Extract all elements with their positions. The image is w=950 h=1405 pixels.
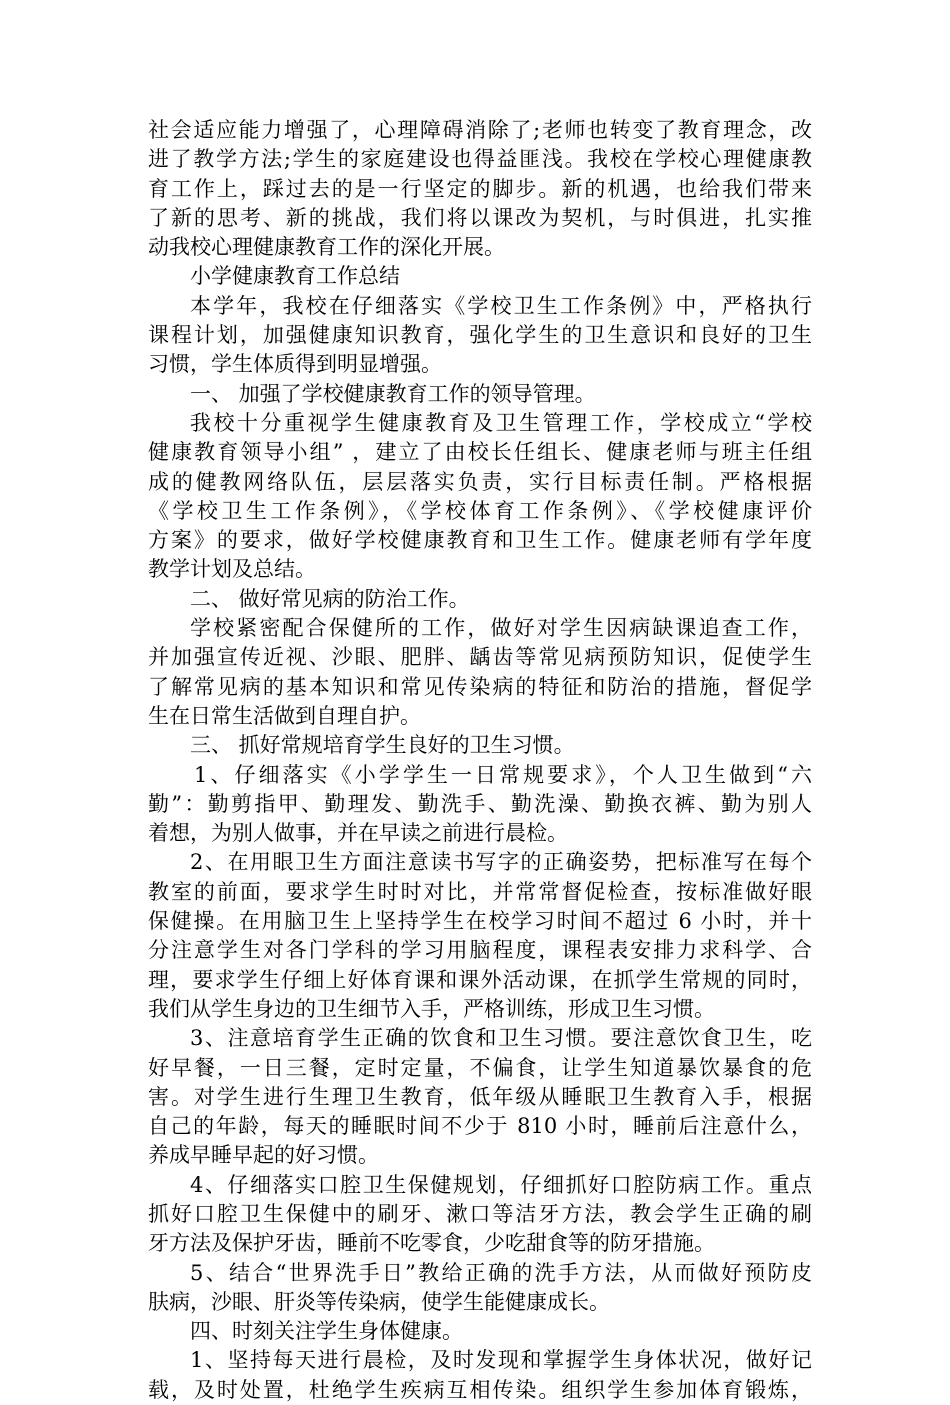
text-line: 本学年，我校在仔细落实《学校卫生工作条例》中，严格执行 <box>190 293 812 318</box>
section-heading: 二、 做好常见病的防治工作。 <box>190 586 470 611</box>
section-heading: 一、 加强了学校健康教育工作的领导管理。 <box>190 381 596 406</box>
text-line: 抓好口腔卫生保健中的刷牙、漱口等洁牙方法，教会学生正确的刷 <box>148 1201 812 1226</box>
text-line: 习惯，学生体质得到明显增强。 <box>148 352 442 377</box>
text-line: 4、仔细落实口腔卫生保健规划，仔细抓好口腔防病工作。重点 <box>190 1172 812 1197</box>
text-line: 进了教学方法;学生的家庭建设也得益匪浅。我校在学校心理健康教 <box>148 147 812 172</box>
text-line: 我们从学生身边的卫生细节入手，严格训练，形成卫生习惯。 <box>148 996 715 1021</box>
text-line: 3、注意培育学生正确的饮食和卫生习惯。要注意饮食卫生，吃 <box>190 1026 812 1051</box>
text-line: 牙方法及保护牙齿，睡前不吃零食，少吃甜食等的防牙措施。 <box>148 1231 715 1256</box>
text-line: 并加强宣传近视、沙眼、肥胖、龋齿等常见病预防知识，促使学生 <box>148 645 812 670</box>
text-line: 生在日常生活做到自理自护。 <box>148 703 421 728</box>
text-line: 5、结合“世界洗手日”教给正确的洗手方法，从而做好预防皮 <box>190 1260 812 1285</box>
text-line: 2、在用眼卫生方面注意读书写字的正确姿势，把标准写在每个 <box>190 850 812 875</box>
text-line: 社会适应能力增强了，心理障碍消除了;老师也转变了教育理念，改 <box>148 118 812 142</box>
text-line: 我校十分重视学生健康教育及卫生管理工作，学校成立“学校 <box>190 410 812 435</box>
text-line: 了解常见病的基本知识和常见传染病的特征和防治的措施，督促学 <box>148 674 812 699</box>
text-line: 理，要求学生仔细上好体育课和课外活动课，在抓学生常规的同时， <box>148 967 812 992</box>
text-line: 养成早睡早起的好习惯。 <box>148 1143 379 1168</box>
text-line: 害。对学生进行生理卫生教育，低年级从睡眠卫生教育入手，根据 <box>148 1084 812 1109</box>
text-line: 成的健教网络队伍，层层落实负责，实行目标责任制。严格根据 <box>148 469 812 494</box>
text-line: 载，及时处置，杜绝学生疾病互相传染。组织学生参加体育锻炼， <box>148 1377 812 1402</box>
text-line: 课程计划，加强健康知识教育，强化学生的卫生意识和良好的卫生 <box>148 323 812 348</box>
text-line: 《学校卫生工作条例》，《学校体育工作条例》、《学校健康评价 <box>148 498 812 523</box>
text-line: 好早餐，一日三餐，定时定量，不偏食，让学生知道暴饮暴食的危 <box>148 1055 812 1080</box>
text-line: 了新的思考、新的挑战，我们将以课改为契机，与时俱进，扎实推 <box>148 205 812 230</box>
text-line: 分注意学生对各门学科的学习用脑程度，课程表安排力求科学、合 <box>148 938 812 963</box>
text-line: 方案》的要求，做好学校健康教育和卫生工作。健康老师有学年度 <box>148 528 812 553</box>
text-line: 1、坚持每天进行晨检，及时发现和掌握学生身体状况，做好记 <box>190 1348 812 1373</box>
text-line: 勤”：勤剪指甲、勤理发、勤洗手、勤洗澡、勤换衣裤、勤为别人 <box>148 791 812 816</box>
document-body <box>148 116 812 1405</box>
text-line: 保健操。在用脑卫生上坚持学生在校学习时间不超过 6 小时，并十 <box>148 909 812 934</box>
section-title: 小学健康教育工作总结 <box>190 264 400 289</box>
text-line: 着想，为别人做事，并在早读之前进行晨检。 <box>148 821 568 846</box>
section-heading: 三、 抓好常规培育学生良好的卫生习惯。 <box>190 733 575 758</box>
text-line: 育工作上，踩过去的是一行坚定的脚步。新的机遇，也给我们带来 <box>148 176 812 201</box>
text-line: 动我校心理健康教育工作的深化开展。 <box>148 235 505 260</box>
text-line: 1、仔细落实《小学学生一日常规要求》，个人卫生做到“六 <box>194 762 812 787</box>
text-line: 学校紧密配合保健所的工作，做好对学生因病缺课追查工作， <box>190 616 812 641</box>
section-heading: 四、时刻关注学生身体健康。 <box>190 1319 463 1344</box>
text-line: 自己的年龄，每天的睡眠时间不少于 810 小时，睡前后注意什么， <box>148 1114 812 1139</box>
text-line: 肤病，沙眼、肝炎等传染病，使学生能健康成长。 <box>148 1289 610 1314</box>
text-line: 教室的前面，要求学生时时对比，并常常督促检查，按标准做好眼 <box>148 879 812 904</box>
text-line: 教学计划及总结。 <box>148 557 316 582</box>
text-line: 健康教育领导小组” ，建立了由校长任组长、健康老师与班主任组 <box>148 440 812 465</box>
